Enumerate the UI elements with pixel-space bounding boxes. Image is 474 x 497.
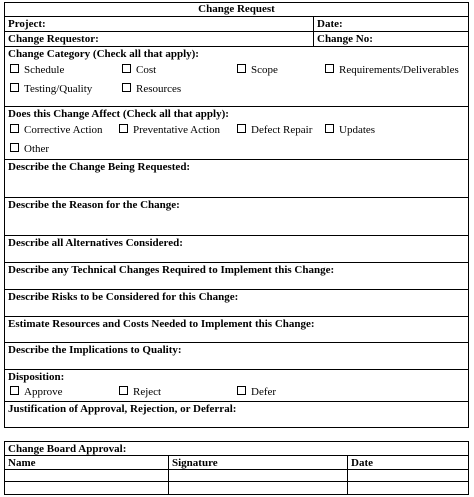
checkbox-icon[interactable] bbox=[237, 64, 246, 73]
disposition-label: Disposition: bbox=[8, 371, 65, 383]
checkbox-icon[interactable] bbox=[122, 83, 131, 92]
reason-section[interactable] bbox=[5, 198, 468, 236]
column-header-name: Name bbox=[5, 456, 169, 469]
table-row bbox=[5, 482, 468, 494]
affect-option-corrective-action[interactable]: Corrective Action bbox=[10, 124, 103, 137]
technical-changes-label: Describe any Technical Changes Required to Implement this Change: bbox=[8, 264, 335, 276]
change-request-form bbox=[4, 2, 469, 428]
disposition-option-reject[interactable]: Reject bbox=[119, 386, 161, 399]
resources-costs-section[interactable] bbox=[5, 317, 468, 343]
checkbox-icon[interactable] bbox=[10, 124, 19, 133]
category-option-schedule[interactable]: Schedule bbox=[10, 64, 64, 77]
affect-option-updates[interactable]: Updates bbox=[325, 124, 375, 137]
board-approval-label: Change Board Approval: bbox=[8, 443, 127, 455]
affect-option-preventative-action[interactable]: Preventative Action bbox=[119, 124, 220, 137]
category-options-row-2 bbox=[8, 80, 468, 99]
board-header-row bbox=[5, 456, 468, 470]
alternatives-label: Describe all Alternatives Considered: bbox=[8, 237, 183, 249]
checkbox-icon[interactable] bbox=[119, 386, 128, 395]
risks-label: Describe Risks to be Considered for this Change: bbox=[8, 291, 239, 303]
affect-option-defect-repair[interactable]: Defect Repair bbox=[237, 124, 312, 137]
disposition-options bbox=[8, 384, 468, 400]
project-field[interactable]: Project: bbox=[5, 17, 314, 31]
affect-options-row-1 bbox=[8, 121, 468, 140]
column-header-date: Date bbox=[351, 457, 373, 469]
risks-section[interactable] bbox=[5, 290, 468, 317]
date-cell[interactable] bbox=[348, 482, 468, 494]
technical-changes-section[interactable] bbox=[5, 263, 468, 290]
requestor-row bbox=[5, 32, 468, 47]
affect-option-other[interactable]: Other bbox=[10, 143, 49, 156]
checkbox-icon[interactable] bbox=[325, 124, 334, 133]
checkbox-icon[interactable] bbox=[119, 124, 128, 133]
disposition-option-defer[interactable]: Defer bbox=[237, 386, 276, 399]
checkbox-icon[interactable] bbox=[237, 124, 246, 133]
checkbox-icon[interactable] bbox=[10, 64, 19, 73]
change-category-label: Change Category (Check all that apply): bbox=[8, 48, 199, 60]
category-option-scope[interactable]: Scope bbox=[237, 64, 278, 77]
checkbox-icon[interactable] bbox=[10, 143, 19, 152]
change-board-approval-table bbox=[4, 441, 469, 495]
justification-section[interactable] bbox=[5, 402, 468, 427]
disposition-option-approve[interactable]: Approve bbox=[10, 386, 63, 399]
describe-change-label: Describe the Change Being Requested: bbox=[8, 161, 191, 173]
table-row bbox=[5, 470, 468, 482]
change-category-section bbox=[5, 47, 468, 107]
checkbox-icon[interactable] bbox=[10, 386, 19, 395]
project-row bbox=[5, 17, 468, 32]
checkbox-icon[interactable] bbox=[122, 64, 131, 73]
category-option-testing-quality[interactable]: Testing/Quality bbox=[10, 83, 92, 96]
requestor-field[interactable]: Change Requestor: bbox=[5, 32, 314, 46]
alternatives-section[interactable] bbox=[5, 236, 468, 263]
category-option-requirements[interactable]: Requirements/Deliverables bbox=[325, 64, 459, 77]
board-title-row bbox=[5, 442, 468, 456]
change-no-field[interactable]: Change No: bbox=[317, 33, 373, 45]
checkbox-icon[interactable] bbox=[237, 386, 246, 395]
column-header-signature: Signature bbox=[169, 456, 348, 469]
resources-costs-label: Estimate Resources and Costs Needed to Implement this Change: bbox=[8, 318, 315, 330]
checkbox-icon[interactable] bbox=[325, 64, 334, 73]
date-field[interactable]: Date: bbox=[317, 18, 343, 30]
checkbox-icon[interactable] bbox=[10, 83, 19, 92]
date-cell[interactable] bbox=[348, 470, 468, 481]
form-title: Change Request bbox=[5, 3, 468, 17]
describe-change-section[interactable] bbox=[5, 160, 468, 198]
quality-implications-label: Describe the Implications to Quality: bbox=[8, 344, 182, 356]
reason-label: Describe the Reason for the Change: bbox=[8, 199, 180, 211]
name-cell[interactable] bbox=[5, 482, 169, 494]
disposition-section bbox=[5, 370, 468, 402]
quality-implications-section[interactable] bbox=[5, 343, 468, 370]
signature-cell[interactable] bbox=[169, 482, 348, 494]
signature-cell[interactable] bbox=[169, 470, 348, 481]
name-cell[interactable] bbox=[5, 470, 169, 481]
affect-options-row-2 bbox=[8, 140, 468, 157]
justification-label: Justification of Approval, Rejection, or Deferral: bbox=[8, 403, 237, 415]
category-options-row-1 bbox=[8, 61, 468, 80]
category-option-cost[interactable]: Cost bbox=[122, 64, 156, 77]
change-affect-label: Does this Change Affect (Check all that apply): bbox=[8, 108, 229, 120]
category-option-resources[interactable]: Resources bbox=[122, 83, 181, 96]
change-affect-section bbox=[5, 107, 468, 160]
